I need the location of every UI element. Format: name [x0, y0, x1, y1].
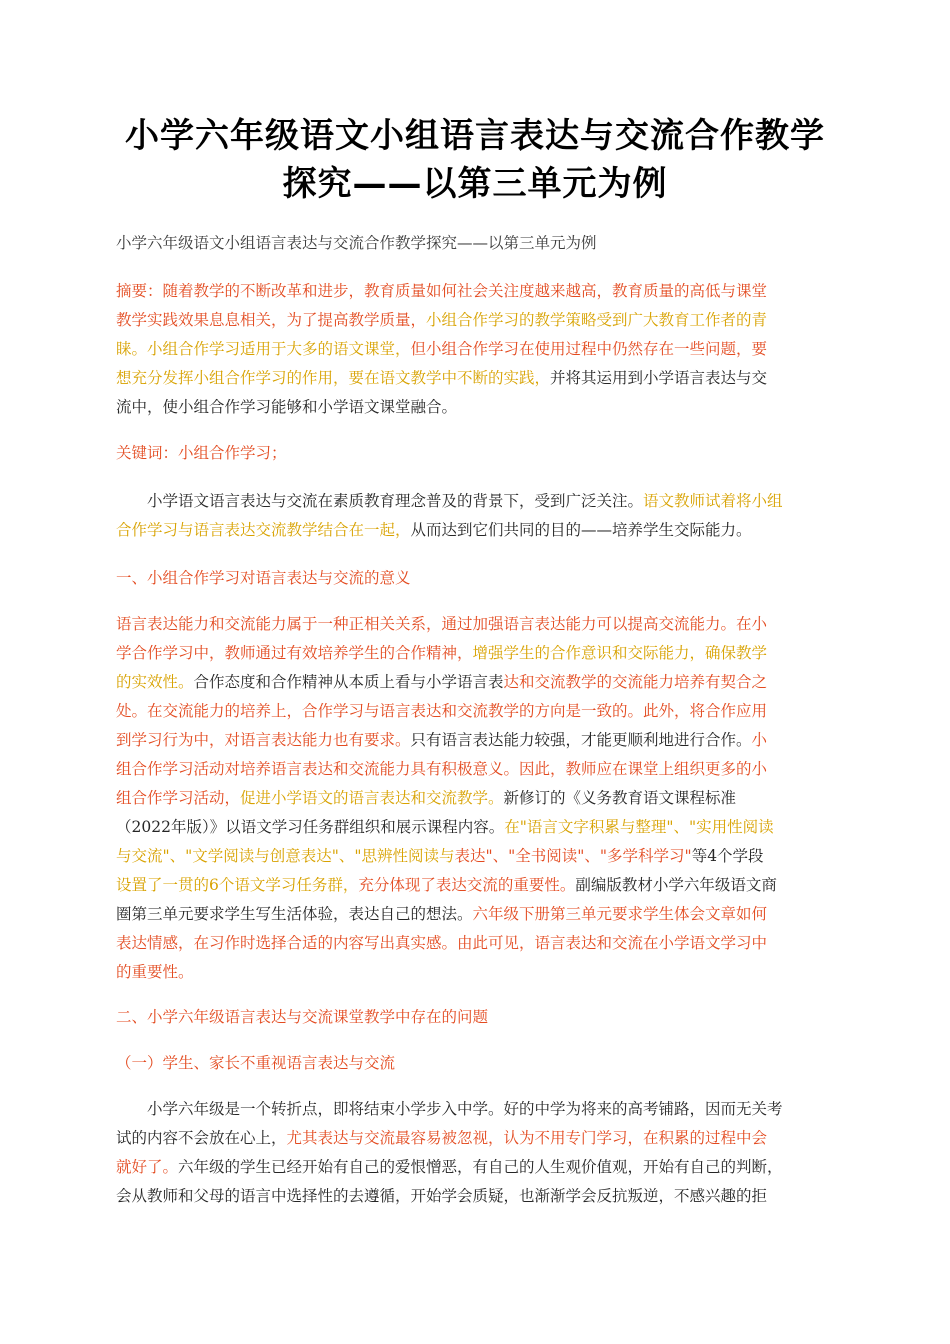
- text-line: [116, 309, 767, 331]
- title-line: 探究——以第三单元为例: [282, 164, 668, 204]
- text-segment: 从而达到它们共同的目的——培养学生交际能力。: [410, 521, 752, 539]
- text-segment: 小学语文语言表达与交流在素质教育理念普及的背景下，受到广泛关注。: [116, 492, 644, 510]
- text-line: [116, 816, 774, 838]
- text-segment: 流中，使小组合作学习能够和小学语文课堂融合。: [116, 398, 458, 416]
- text-segment: （一）学生、家长不重视语言表达与交流: [116, 1054, 396, 1072]
- text-line: [116, 903, 767, 925]
- text-line: [116, 1127, 767, 1149]
- text-segment: 睐。小组合作学习适用于大多的语文课堂，: [116, 340, 411, 358]
- text-segment: 组合作学习活动，: [116, 789, 241, 807]
- text-line: [116, 1185, 767, 1207]
- text-line: [116, 367, 767, 389]
- text-segment: 关键词：小组合作学习；: [116, 444, 287, 462]
- text-segment: 在"语言文字积累与整理"、"实用性阅读: [504, 818, 774, 836]
- text-segment: 会从教师和父母的语言中选择性的去遵循，开始学会质疑，也渐渐学会反抗叛逆，不感兴趣的拒: [116, 1187, 768, 1205]
- text-segment: 副编版教材小学六年级语文商: [575, 876, 777, 894]
- text-line: [116, 442, 287, 464]
- text-segment: 只有语言表达能力较强，才能更顺利地进行合作。: [410, 731, 752, 749]
- text-line: [116, 567, 411, 589]
- text-line: [116, 787, 736, 809]
- text-segment: 学合作学习中，教师通过有效培养学生的合作精神，: [116, 644, 473, 662]
- text-segment: 小组合作学习的教学策略受到广大教育工作者的青: [426, 311, 768, 329]
- text-segment: 与交流"、"文学阅读与创意表达"、"思辨性阅读与: [116, 847, 455, 865]
- text-line: [116, 671, 767, 693]
- text-segment: 试的内容不会放在心上，: [116, 1129, 287, 1147]
- text-segment: 圈第三单元要求学生写生活体验，表达自己的想法。: [116, 905, 473, 923]
- text-segment: 教学实践效果息息相关，为了提高教学质量，: [116, 311, 427, 329]
- text-segment: 处。在交流能力的培养上，合作学习与语言表达和交流教学的方向是一致的。此外，将合作应用: [116, 702, 768, 720]
- text-segment: 语言表达能力和交流能力属于一种正相关关系，通过加强语言表达能力可以提高交流能力。在小: [116, 615, 768, 633]
- text-line: [116, 1156, 783, 1178]
- text-segment: 尤其表达与交流最容易被忽视，认为不用专门学习，在积累的过程中会: [286, 1129, 768, 1147]
- text-line: [116, 280, 767, 302]
- text-segment: 就好了。: [116, 1158, 179, 1176]
- text-segment: 的实效性。: [116, 673, 194, 691]
- text-segment: 组合作学习活动对培养语言表达和交流能力具有积极意义。因此，教师应在课堂上组织更多的小: [116, 760, 768, 778]
- text-segment: 二、小学六年级语言表达与交流课堂教学中存在的问题: [116, 1008, 489, 1026]
- text-line: [116, 642, 767, 664]
- text-line: [116, 961, 194, 983]
- text-line: [116, 1006, 488, 1028]
- text-segment: 表达情感，在习作时选择合适的内容写出真实感。由此可见，语言表达和交流在小学语文学习中: [116, 934, 768, 952]
- text-segment: 六年级的学生已经开始有自己的爱恨憎恶，有自己的人生观价值观，开始有自己的判断，: [178, 1158, 783, 1176]
- text-segment: 六年级下册第三单元要求学生体会文章如何: [472, 905, 768, 923]
- document-title: [100, 112, 850, 208]
- text-segment: 小学六年级语文小组语言表达与交流合作教学探究——以第三单元为例: [116, 234, 597, 252]
- text-segment: 想充分发挥小组合作学习的作用，要在语文教学中不断的实践，: [116, 369, 551, 387]
- text-segment: 小: [751, 731, 768, 749]
- text-segment: 达和交流教学的交流能力培养有契合之: [503, 673, 768, 691]
- text-line: [116, 932, 767, 954]
- text-segment: 并将其运用到小学语言表达与交: [550, 369, 768, 387]
- text-line: [116, 232, 597, 254]
- text-line: [116, 729, 767, 751]
- text-line: [116, 613, 767, 635]
- text-segment: 充分体现了表达交流的重要性。: [358, 876, 576, 894]
- text-line: [116, 1052, 395, 1074]
- title-line: 小学六年级语文小组语言表达与交流合作教学: [125, 116, 825, 156]
- text-line: [116, 1098, 783, 1120]
- text-segment: 但小组合作学习在使用过程中仍然存在一些问题，要: [410, 340, 768, 358]
- text-segment: 设置了一贯的6个语文学习任务群，: [116, 876, 359, 894]
- text-segment: 表达"、"全书阅读"、"多学科学习": [454, 847, 692, 865]
- text-segment: 摘要：随着教学的不断改革和进步，教育质量如何社会关注度越来越高，教育质量的高低与课堂: [116, 282, 768, 300]
- text-segment: 一、小组合作学习对语言表达与交流的意义: [116, 569, 411, 587]
- text-segment: 到学习行为中，对语言表达能力也有要求。: [116, 731, 411, 749]
- text-segment: 增强学生的合作意识和交际能力，确保教学: [472, 644, 768, 662]
- text-segment: 合作学习与语言表达交流教学结合在一起，: [116, 521, 411, 539]
- text-line: [116, 758, 767, 780]
- text-line: [116, 845, 764, 867]
- text-line: [116, 396, 457, 418]
- text-segment: 合作态度和合作精神从本质上看与小学语言表: [193, 673, 504, 691]
- text-line: [116, 490, 783, 512]
- text-segment: 语文教师试着将小组: [643, 492, 783, 510]
- text-segment: 等4个学段: [691, 847, 764, 865]
- text-line: [116, 338, 767, 360]
- text-segment: 新修订的《义务教育语文课程标准: [503, 789, 737, 807]
- text-segment: 的重要性。: [116, 963, 194, 981]
- text-segment: 促进小学语文的语言表达和交流教学。: [240, 789, 504, 807]
- text-line: [116, 874, 777, 896]
- text-line: [116, 700, 767, 722]
- text-segment: 小学六年级是一个转折点，即将结束小学步入中学。好的中学为将来的高考铺路，因而无关考: [116, 1100, 783, 1118]
- text-line: [116, 519, 752, 541]
- text-segment: （2022年版）》以语文学习任务群组织和展示课程内容。: [116, 818, 505, 836]
